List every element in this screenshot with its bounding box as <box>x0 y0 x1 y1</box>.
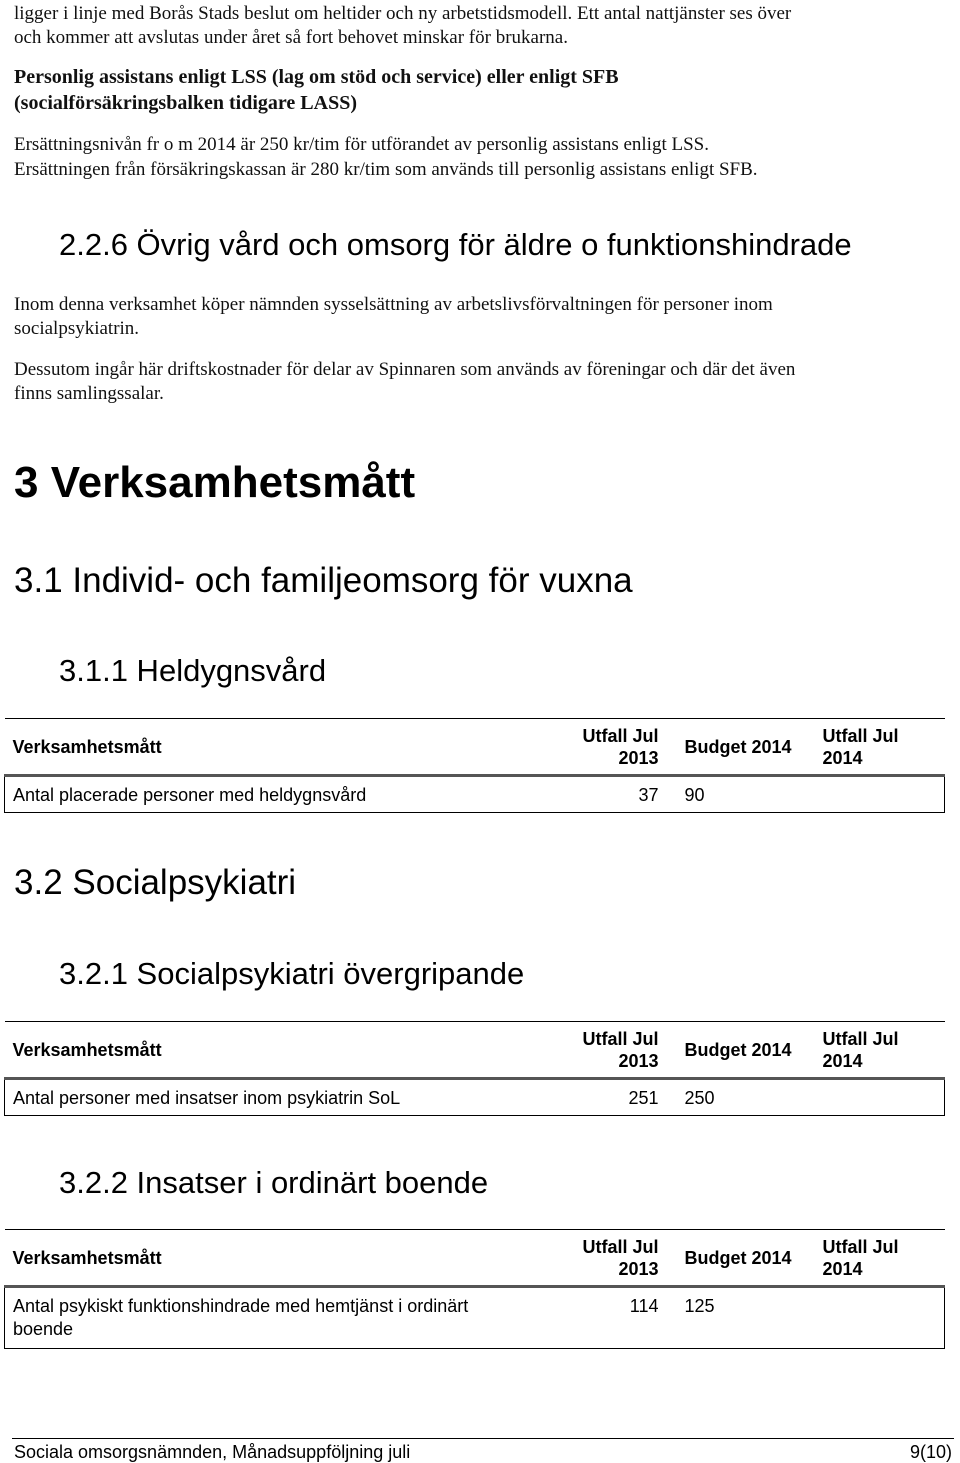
table-row <box>5 1079 945 1116</box>
table-header-row <box>5 719 945 776</box>
section-321-heading: 3.2.1 Socialpsykiatri övergripande <box>59 956 525 991</box>
row-utfall-2014 <box>809 1079 945 1116</box>
header-verksamhetsmatt: Verksamhetsmått <box>5 719 549 776</box>
assistans-heading-line-1: Personlig assistans enligt LSS (lag om stöd och service) eller enligt SFB <box>14 66 619 88</box>
header-verksamhetsmatt: Verksamhetsmått <box>5 1022 549 1079</box>
header-utfall-jul-2013: Utfall Jul 2013 <box>549 719 671 776</box>
header-utfall-jul-2013: Utfall Jul 2013 <box>549 1022 671 1079</box>
section-226-p1-line-2: socialpsykiatrin. <box>14 318 140 339</box>
table-ordinart-boende <box>4 1229 945 1349</box>
section-226-p1-line-1: Inom denna verksamhet köper nämnden sysselsättning av arbetslivsförvaltningen för personer inom <box>14 294 773 315</box>
row-budget-2014: 125 <box>671 1287 809 1349</box>
section-32-heading: 3.2 Socialpsykiatri <box>14 863 297 902</box>
row-label: Antal psykiskt funktionshindrade med hemtjänst i ordinärt boende <box>5 1287 549 1349</box>
section-322-heading: 3.2.2 Insatser i ordinärt boende <box>59 1165 489 1200</box>
section-226-heading: 2.2.6 Övrig vård och omsorg för äldre o funktionshindrade <box>59 227 852 262</box>
row-utfall-2013: 114 <box>549 1287 671 1349</box>
table-header-row <box>5 1022 945 1079</box>
table-row <box>5 1287 945 1349</box>
section-226-p2-line-1: Dessutom ingår här driftskostnader för delar av Spinnaren som används av föreningar och där det även <box>14 359 796 380</box>
row-budget-2014: 90 <box>671 776 809 813</box>
header-budget-2014: Budget 2014 <box>671 1230 809 1287</box>
section-31-heading: 3.1 Individ- och familjeomsorg för vuxna <box>14 561 633 600</box>
table-header-row <box>5 1230 945 1287</box>
table-socialpsykiatri <box>4 1021 945 1116</box>
row-utfall-2013: 251 <box>549 1079 671 1116</box>
section-226-paragraph-2 <box>14 358 954 406</box>
assistans-line-2: Ersättningen från försäkringskassan är 280 kr/tim som används till personlig assistans enligt SFB. <box>14 159 758 180</box>
section-3-heading: 3 Verksamhetsmått <box>14 458 416 507</box>
row-utfall-2014 <box>809 1287 945 1349</box>
header-utfall-jul-2014: Utfall Jul 2014 <box>809 719 945 776</box>
header-verksamhetsmatt: Verksamhetsmått <box>5 1230 549 1287</box>
row-label: Antal placerade personer med heldygnsvård <box>5 776 549 813</box>
assistans-paragraph <box>14 132 944 182</box>
table-row <box>5 776 945 813</box>
table-heldygnsvard <box>4 718 945 813</box>
assistans-heading-line-2: (socialförsäkringsbalken tidigare LASS) <box>14 92 357 114</box>
intro-paragraph <box>14 2 944 50</box>
intro-line-2: och kommer att avslutas under året så fort behovet minskar för brukarna. <box>14 27 568 48</box>
row-label: Antal personer med insatser inom psykiatrin SoL <box>5 1079 549 1116</box>
intro-line-1: ligger i linje med Borås Stads beslut om heltider och ny arbetstidsmodell. Ett antal nattjänster ses över <box>14 3 792 24</box>
row-budget-2014: 250 <box>671 1079 809 1116</box>
header-utfall-jul-2014: Utfall Jul 2014 <box>809 1230 945 1287</box>
section-226-paragraph-1 <box>14 293 954 341</box>
header-budget-2014: Budget 2014 <box>671 719 809 776</box>
header-utfall-jul-2014: Utfall Jul 2014 <box>809 1022 945 1079</box>
section-226-p2-line-2: finns samlingssalar. <box>14 383 164 404</box>
footer-title: Sociala omsorgsnämnden, Månadsuppföljning juli <box>14 1442 411 1462</box>
assistans-heading <box>14 64 944 116</box>
row-utfall-2014 <box>809 776 945 813</box>
footer-page-number: 9(10) <box>909 1442 952 1462</box>
section-311-heading: 3.1.1 Heldygnsvård <box>59 653 327 688</box>
header-utfall-jul-2013: Utfall Jul 2013 <box>549 1230 671 1287</box>
header-budget-2014: Budget 2014 <box>671 1022 809 1079</box>
assistans-line-1: Ersättningsnivån fr o m 2014 är 250 kr/tim för utförandet av personlig assistans enligt LSS. <box>14 134 709 155</box>
row-utfall-2013: 37 <box>549 776 671 813</box>
footer-divider <box>12 1438 954 1439</box>
